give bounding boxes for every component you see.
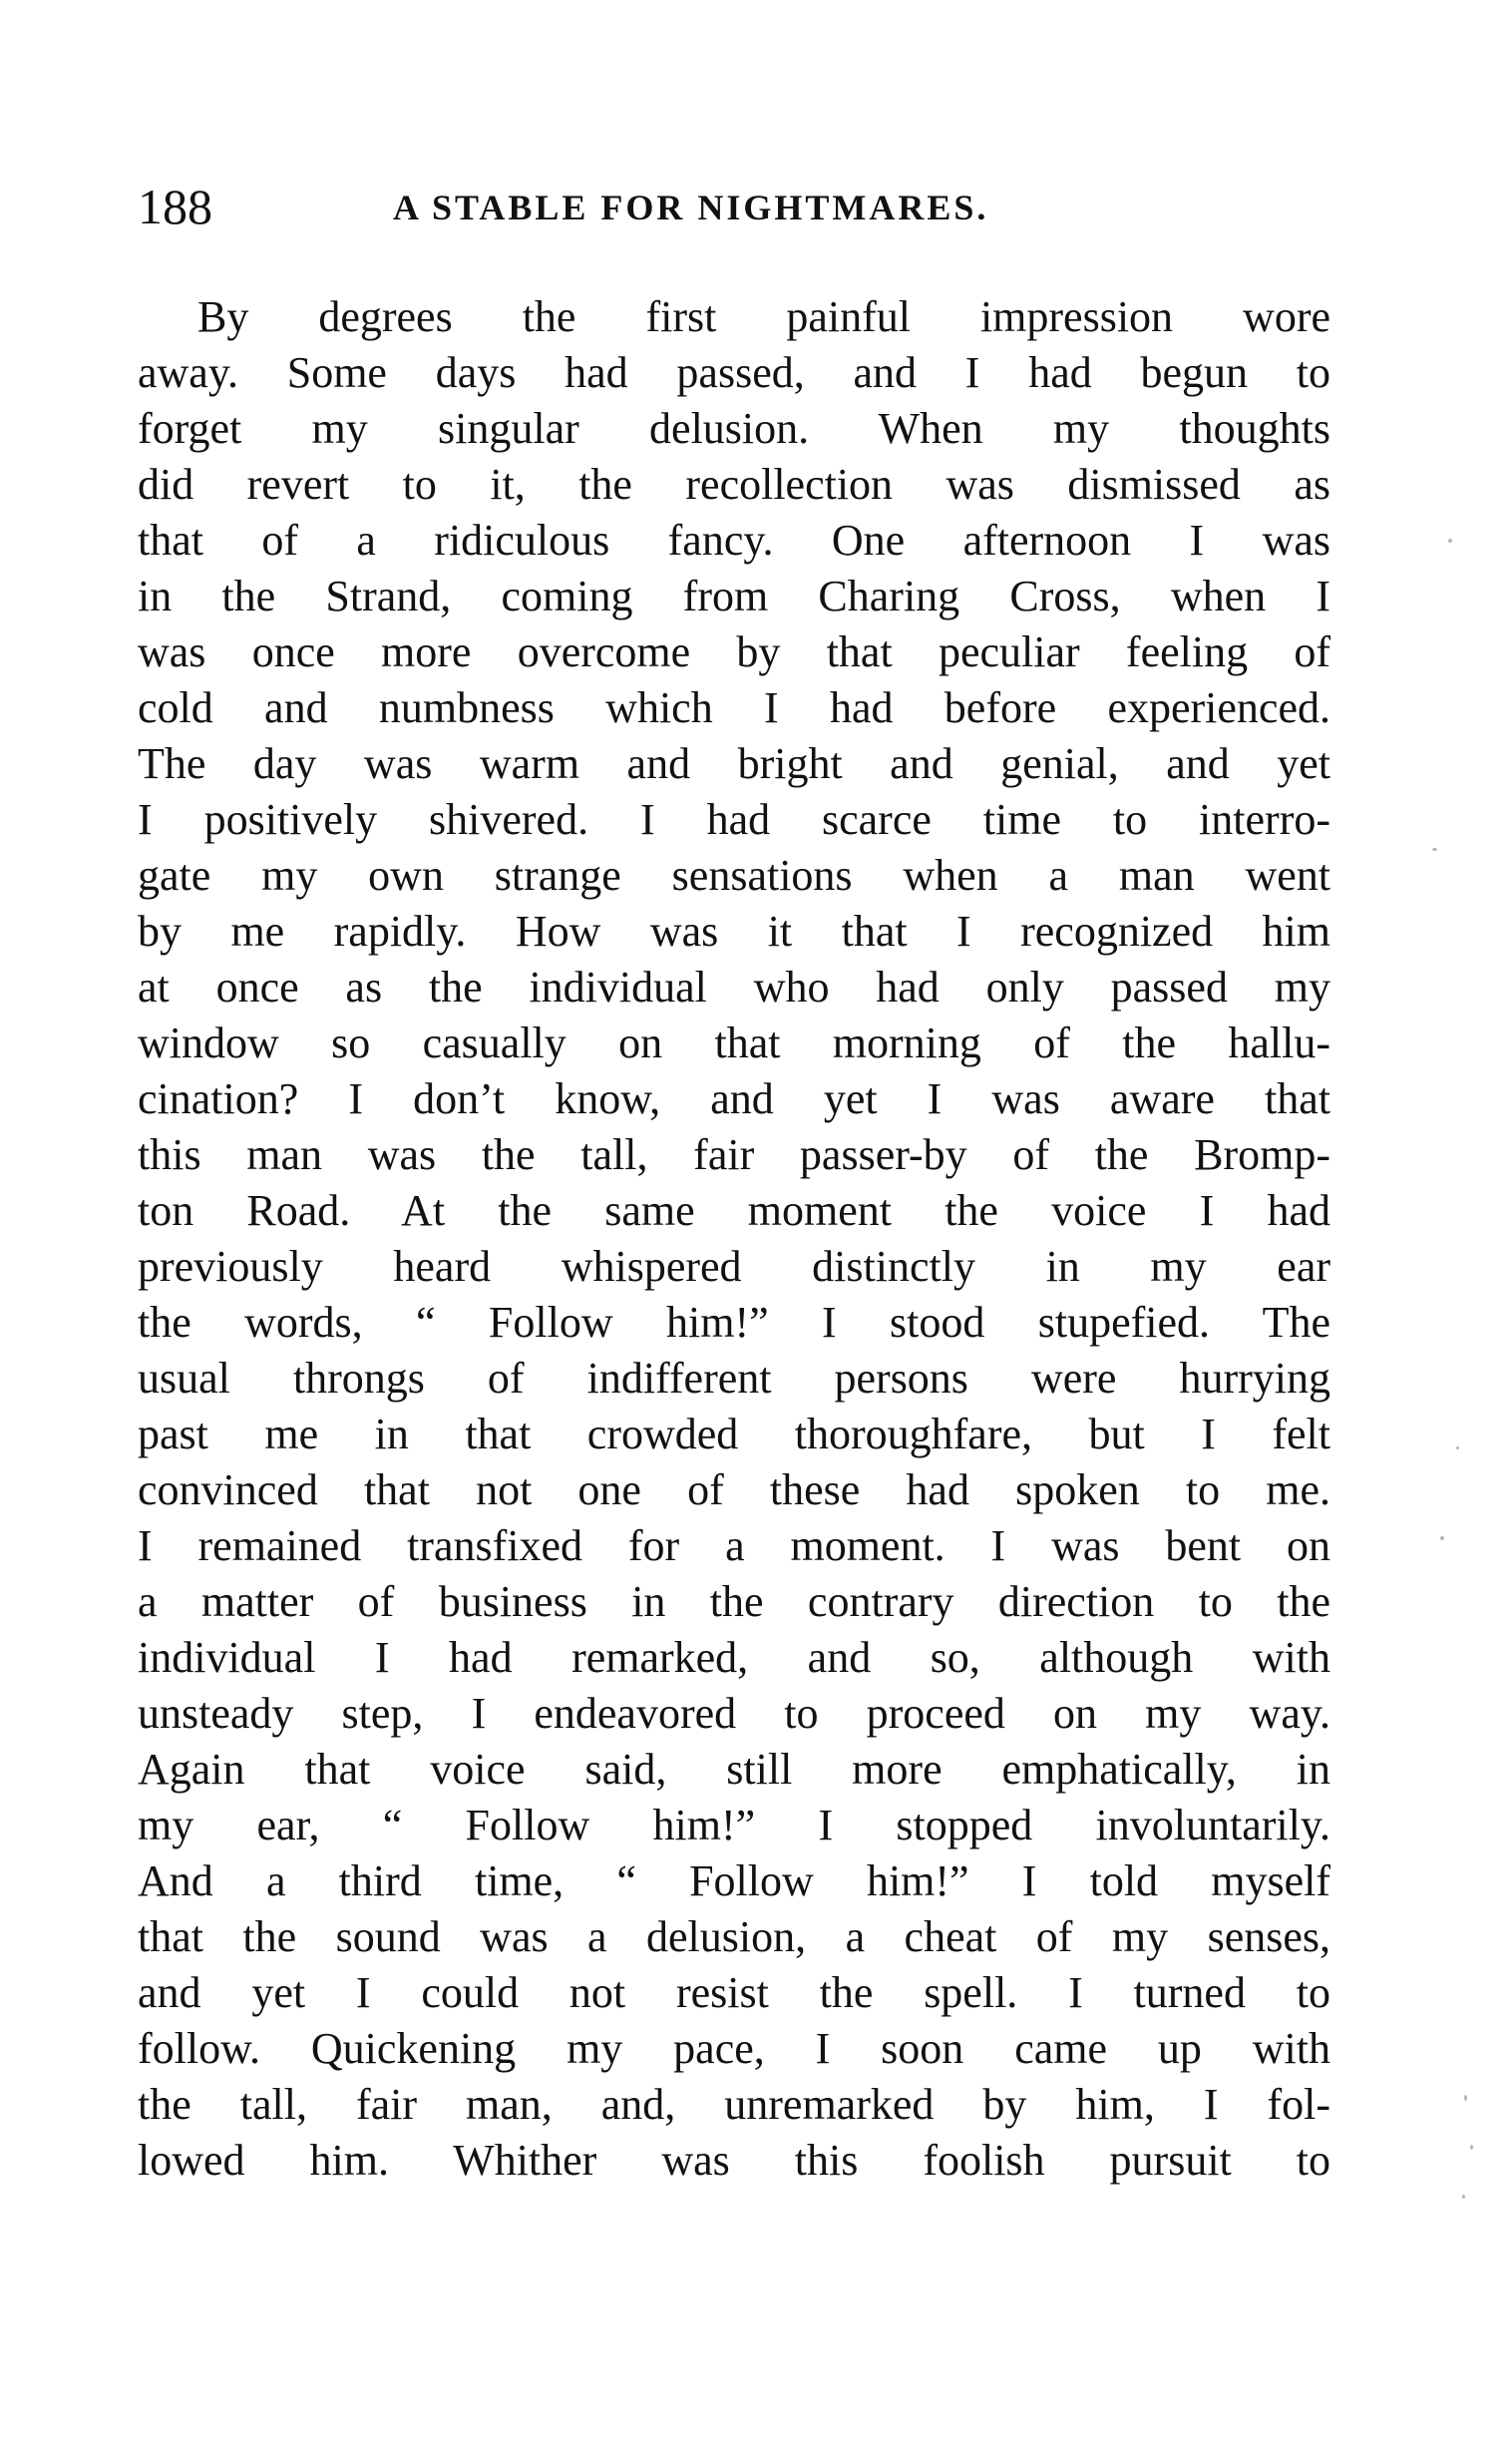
scan-speck	[1470, 2145, 1473, 2150]
text-line: was once more overcome by that peculiar feeling of	[138, 627, 1330, 676]
text-line: and yet I could not resist the spell. I turned to	[138, 1968, 1330, 2017]
text-line: the tall, fair man, and, unremarked by him, I fol-	[138, 2080, 1330, 2129]
text-line: did revert to it, the recollection was dismissed as	[138, 460, 1330, 509]
text-line: cination? I don’t know, and yet I was aware that	[138, 1074, 1330, 1123]
text-line: gate my own strange sensations when a man went	[138, 851, 1330, 900]
text-line: individual I had remarked, and so, although with	[138, 1633, 1330, 1682]
text-line: previously heard whispered distinctly in my ear	[138, 1242, 1330, 1291]
text-line: that the sound was a delusion, a cheat of my senses,	[138, 1912, 1330, 1961]
text-line: cold and numbness which I had before experienced.	[138, 683, 1330, 732]
body-paragraph	[138, 289, 1330, 2189]
text-line: the words, “ Follow him!” I stood stupefied. The	[138, 1298, 1330, 1347]
running-title: A STABLE FOR NIGHTMARES.	[393, 188, 989, 227]
text-line: window so casually on that morning of the hallu-	[138, 1019, 1330, 1067]
text-line: I positively shivered. I had scarce time to interro-	[138, 795, 1330, 844]
text-line: away. Some days had passed, and I had begun to	[138, 348, 1330, 397]
text-line: past me in that crowded thoroughfare, but I felt	[138, 1410, 1330, 1458]
text-line: convinced that not one of these had spoken to me.	[138, 1465, 1330, 1514]
text-line: lowed him. Whither was this foolish pursuit to	[138, 2136, 1330, 2185]
text-line: follow. Quickening my pace, I soon came up with	[138, 2024, 1330, 2073]
text-line: at once as the individual who had only passed my	[138, 963, 1330, 1012]
text-line: I remained transfixed for a moment. I was bent on	[138, 1521, 1330, 1570]
text-line: that of a ridiculous fancy. One afternoon I was	[138, 516, 1330, 565]
scan-specks	[1412, 0, 1512, 2450]
text-line: by me rapidly. How was it that I recognized him	[138, 907, 1330, 956]
scan-speck	[1456, 1446, 1459, 1449]
running-head	[138, 172, 1225, 241]
scan-speck	[1440, 1536, 1444, 1540]
scan-speck	[1432, 848, 1437, 851]
text-line: Again that voice said, still more emphatically, in	[138, 1745, 1330, 1794]
text-line: unsteady step, I endeavored to proceed on my way.	[138, 1689, 1330, 1738]
text-line: And a third time, “ Follow him!” I told myself	[138, 1856, 1330, 1905]
text-line: this man was the tall, fair passer-by of the Bromp-	[138, 1130, 1330, 1179]
scan-speck	[1464, 2095, 1467, 2101]
text-line: ton Road. At the same moment the voice I had	[138, 1186, 1330, 1235]
text-line: usual throngs of indifferent persons were hurrying	[138, 1354, 1330, 1403]
text-line: in the Strand, coming from Charing Cross, when I	[138, 572, 1330, 620]
text-line: By degrees the first painful impression wore	[197, 292, 1330, 341]
text-line: a matter of business in the contrary direction to the	[138, 1577, 1330, 1626]
scan-speck	[1448, 539, 1452, 543]
text-line: my ear, “ Follow him!” I stopped involuntarily.	[138, 1801, 1330, 1849]
text-line: forget my singular delusion. When my thoughts	[138, 404, 1330, 453]
page-number: 188	[138, 179, 212, 234]
scan-speck	[1462, 2195, 1465, 2199]
text-line: The day was warm and bright and genial, and yet	[138, 739, 1330, 788]
